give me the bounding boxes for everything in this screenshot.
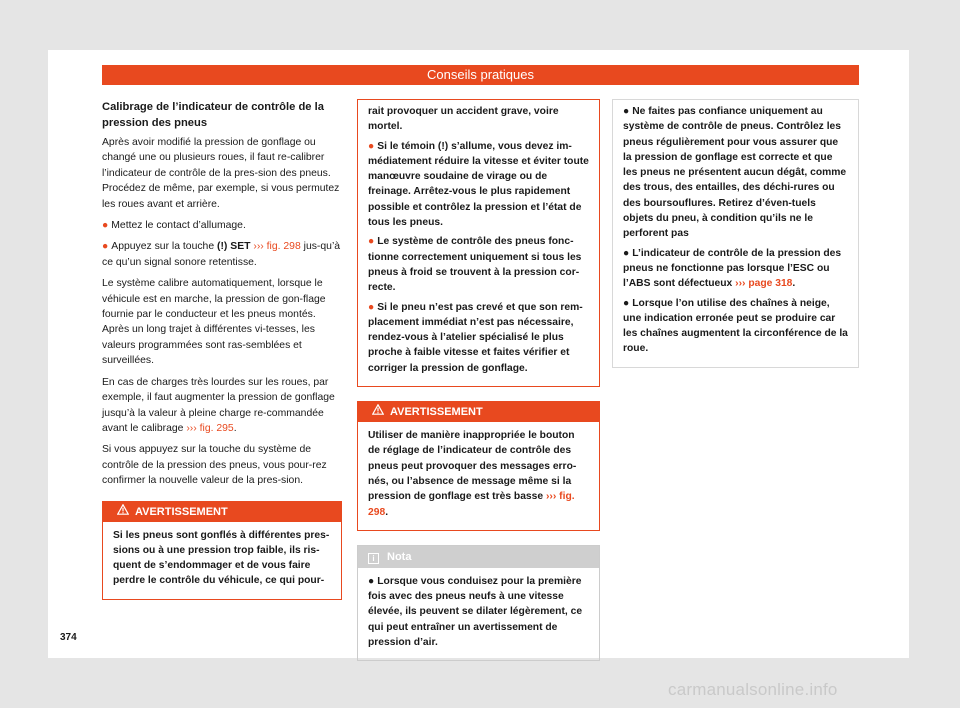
warning-text (368, 428, 589, 520)
watermark: carmanualsonline.info (668, 680, 838, 699)
bullet-text: Appuyez sur la touche (111, 241, 215, 253)
warning-body (358, 422, 599, 530)
bullet-dot: ● (623, 297, 630, 309)
bullet-dot: ● (102, 220, 109, 232)
note-box-continued (612, 99, 859, 368)
note-body (358, 568, 599, 660)
section-header: Conseils pratiques (102, 65, 859, 85)
cross-ref-arrow: ››› (186, 422, 197, 434)
bullet-dot: ● (368, 575, 375, 587)
fig-298-link[interactable]: fig. 298 (266, 241, 301, 253)
warning-text-end: . (385, 506, 389, 518)
warning-header (358, 402, 599, 422)
bullet-text-end: . (792, 278, 796, 290)
warning-triangle-icon (372, 402, 384, 422)
fig-298-link[interactable]: fig. 298 (368, 491, 575, 518)
bullet-text: Mettez le contact d’allumage. (111, 220, 246, 232)
warning-triangle-icon (117, 502, 129, 522)
warning-bullet-3 (368, 300, 589, 376)
paragraph-calibration: Le système calibre automatiquement, lorsque le véhicule est en marche, la pression de gon-flage fournie par le conducteur et les pneus montés. Après un long trajet à différentes vi-tesses, les valeurs programmées sont ras-semblées et surveillées. (102, 278, 326, 367)
bullet-text-end: s’allume, vous devez im-médiatement réduire la vitesse et éviter toute manœuvre soudaine de virage ou de freinage. Arrêtez-vous le plus rapidement possible et contrôlez la pression et l’état de tous les pneus. (368, 140, 589, 229)
warning-box-1-continued (357, 99, 600, 387)
note-box (357, 545, 600, 661)
paragraph-intro: Après avoir modifié la pression de gonflage ou changé une ou plusieurs roues, il faut re-calibrer l’indicateur de contrôle de la pres-sion des pneus. Procédez de même, par exemple, si vous permutez les roues avant et arrière. (102, 137, 340, 210)
cross-ref-arrow: ››› (253, 241, 264, 253)
warning-body-continued (358, 100, 599, 386)
fig-295-link[interactable]: fig. 295 (199, 422, 234, 434)
tyre-pressure-set-icon: (!) SET (217, 241, 251, 253)
bullet-text: Le système de contrôle des pneus fonc-tionne correctement uniquement si tous les pneus à froid se trouvent à la pression cor-recte. (368, 236, 582, 294)
bullet-text: Lorsque l’on utilise des chaînes à neige, une indication erronée peut se produire car les chaînes augmentent la circonférence de la roue. (623, 297, 848, 355)
column-2 (357, 99, 600, 661)
bullet-text: L’indicateur de contrôle de la pression des pneus ne fonctionne pas lorsque l’ESC ou l’ABS sont défectueux (623, 247, 842, 290)
note-bullet (368, 574, 589, 650)
bullet-ignition (102, 218, 342, 233)
bullet-dot: ● (623, 247, 630, 259)
warning-bullet-1 (368, 139, 589, 231)
paragraph-text: En cas de charges très lourdes sur les roues, par exemple, il faut augmenter la pression de gonflage jusqu’à la valeur à pleine charge re-commandée avant le calibrage (102, 376, 335, 434)
note-header (358, 546, 599, 568)
warning-body (103, 522, 341, 599)
bullet-text-end: jus-qu’à ce qu’un signal sonore retentisse. (102, 241, 341, 268)
note-text: Lorsque vous conduisez pour la première fois avec des pneus neufs à une vitesse élevée, ils peuvent se dilater légèrement, ce qui peut entraîner un avertissement de pression d’air. (368, 575, 583, 649)
column-3 (612, 99, 859, 368)
section-heading: Calibrage de l’indicateur de contrôle de la pression des pneus (102, 101, 324, 129)
note-body-continued (613, 100, 858, 367)
column-1 (102, 99, 342, 600)
bullet-dot: ● (623, 106, 630, 117)
bullet-text: Si le pneu n’est pas crevé et que son rem-placement immédiat n’est pas nécessaire, rendez-vous à l’atelier spécialisé le plus proche à faible vitesse et faites vérifier et corriger la pression de gonflage. (368, 301, 583, 374)
note-icon: i (368, 553, 379, 564)
tyre-warning-light-icon: (!) (437, 140, 449, 152)
bullet-dot: ● (102, 241, 109, 253)
paragraph-end: . (233, 422, 237, 434)
note-title: Nota (387, 550, 412, 563)
note-bullet-2 (623, 246, 848, 292)
paragraph-confirm: Si vous appuyez sur la touche du système de contrôle de la pression des pneus, vous pour-rez confirmer la nouvelle valeur de la pres-sion. (102, 444, 327, 487)
warning-box-1 (102, 501, 342, 600)
bullet-text: Ne faites pas confiance uniquement au système de contrôle de pneus. Contrôlez les pneus régulièrement pour vous assurer que la pression de gonflage est correcte et que les pneus ne présentent aucun dégât, comme des trous, des entailles, des déchi-rures ou des boursouflures. Retirez d’éven-tuels objets du pneu, à condition qu’ils ne le perforent pas (623, 106, 847, 240)
bullet-dot: ● (368, 236, 375, 248)
warning-title: AVERTISSEMENT (135, 505, 228, 518)
bullet-dot: ● (368, 301, 375, 313)
cross-ref-arrow: ››› (545, 491, 557, 503)
paragraph-heavy-load (102, 375, 342, 437)
cross-ref-arrow: ››› (735, 278, 746, 290)
bullet-dot: ● (368, 140, 375, 152)
note-bullet-1 (623, 104, 848, 242)
note-bullet-3 (623, 296, 848, 357)
warning-title: AVERTISSEMENT (390, 406, 483, 419)
page-number: 374 (60, 632, 77, 643)
page-318-link[interactable]: page 318 (748, 278, 793, 290)
warning-header (103, 502, 341, 522)
warning-text: Si les pneus sont gonflés à différentes pres-sions ou à une pression trop faible, ils ris-quent de s’endommager et de vous faire perdre le contrôle du véhicule, ce qui pour- (113, 529, 330, 587)
bullet-set-button (102, 239, 342, 270)
warning-bullet-2 (368, 234, 589, 295)
warning-box-2 (357, 401, 600, 531)
bullet-text: Si le témoin (377, 140, 436, 152)
warning-text-continued: rait provoquer un accident grave, voire mortel. (368, 106, 559, 133)
warning-text-main: Utiliser de manière inappropriée le bouton de réglage de l’indicateur de contrôle des pneus peut provoquer des messages erro-nés, ou l’absence de message même si la pression de gonflage est très basse (368, 430, 577, 503)
